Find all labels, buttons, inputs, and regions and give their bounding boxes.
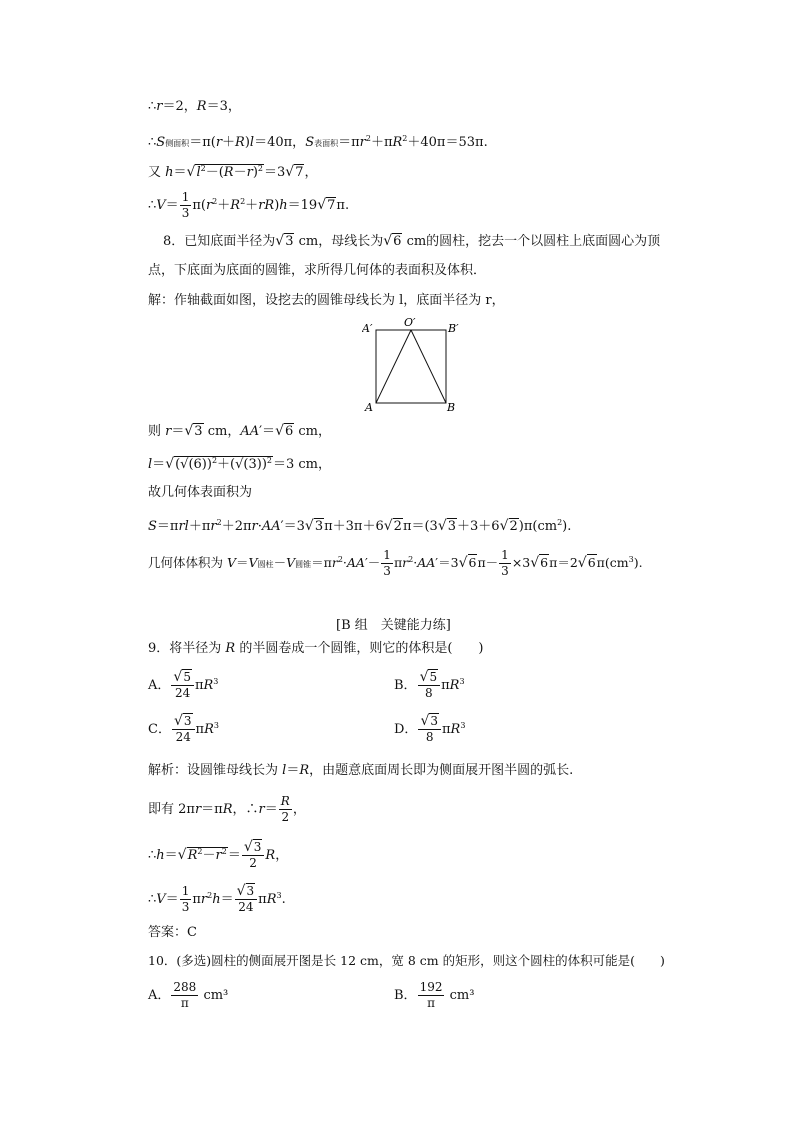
cone-edge-right <box>411 330 446 403</box>
problem9-stem: 9．将半径为 R 的半圆卷成一个圆锥，则它的体积是( ) <box>148 641 484 656</box>
solution7-line4: ∴V＝ $\frac{1}{3}$ $\pi(r^2+R^2+rR)h=19√7\pi$. <box>148 190 350 220</box>
problem9-answer: 答案：C <box>148 925 197 940</box>
label-o-prime: O′ <box>404 316 416 329</box>
problem9-step3: ∴V＝ $\frac{1}{3}$ $\pi r^2h=$ $\frac{√3}{24}$ $\pi R^3$. <box>148 883 286 914</box>
problem8-surface-label: 故几何体表面积为 <box>148 485 253 500</box>
problem8-solution-intro: 解：作轴截面如图，设挖去的圆锥母线长为 l，底面半径为 r， <box>148 293 505 308</box>
axial-section-figure <box>362 316 462 416</box>
solution7-line1: ∴r＝2，R＝3， <box>148 99 241 114</box>
label-b: B <box>447 401 456 414</box>
problem8-volume-eq: 几何体体积为 V＝V圆柱－V圆锥$=\pi r^2\cdot AA'-$ $\frac{1}{3}$ $\pi r^2\cdot AA'=3√6\pi-$ $\frac{1}{3}$ $\times 3√6\pi=2√6\pi(cm^3)$. <box>148 548 643 578</box>
problem10-stem: 10．(多选)圆柱的侧面展开图是长 12 cm，宽 8 cm 的矩形，则这个圆柱的体积可能是( ) <box>148 953 665 968</box>
problem9-analysis: 解析：设圆锥母线长为 l＝R，由题意底面周长即为侧面展开图半圆的弧长. <box>148 763 574 778</box>
solution7-line2: ∴S侧面积＝π(r＋R)l＝40π，S表面积$=\pi r^2+\pi R^2+40\pi=53\pi$. <box>148 134 488 150</box>
section-b-title: [B 组 关键能力练] <box>336 618 451 633</box>
solution7-line3: 又 $h=√l^2-(R-r)^2=3√7$， <box>148 164 318 180</box>
problem8-line-l: $l=√(√(6))^2+(√(3))^2=3$ cm， <box>148 456 331 472</box>
problem8-line-r: 则 r＝√3 cm，AA′＝√6 cm， <box>148 423 332 439</box>
problem10-option-b: B． $\frac{192}{\pi}$ cm³ <box>394 980 475 1010</box>
problem9-step2: $\therefore h=√R^2-r^2=$ $\frac{√3}{2}$ R， <box>148 839 289 870</box>
problem9-option-a: A． $\frac{√5}{24}$ $\pi R^3$ <box>148 669 219 700</box>
problem9-option-b: B． $\frac{√5}{8}$ $\pi R^3$ <box>394 669 465 700</box>
label-a: A <box>365 401 373 414</box>
problem9-option-d: D． $\frac{√3}{8}$ $\pi R^3$ <box>394 713 466 744</box>
label-a-prime: A′ <box>362 322 373 335</box>
label-b-prime: B′ <box>448 322 459 335</box>
problem8-surface-eq: $S=\pi rl+\pi r^2+2\pi r\cdot AA'=3√3\pi+3\pi+6√2\pi=(3√3+3+6√2)\pi(cm^2)$. <box>148 518 572 534</box>
problem10-option-a: A． $\frac{288}{\pi}$ cm³ <box>148 980 229 1010</box>
square-section <box>376 330 446 403</box>
problem8-stem-line2: 点，下底面为底面的圆锥，求所得几何体的表面积及体积． <box>148 263 487 278</box>
problem8-stem-line1: 8．已知底面半径为√3 cm，母线长为√6 cm的圆柱，挖去一个以圆柱上底面圆心为顶 <box>163 233 661 249</box>
cone-edge-left <box>376 330 411 403</box>
problem9-step1: 即有 2πr＝πR，∴r＝ $\frac{R}{2}$ ， <box>148 794 306 824</box>
problem9-option-c: C． $\frac{√3}{24}$ $\pi R^3$ <box>148 713 219 744</box>
